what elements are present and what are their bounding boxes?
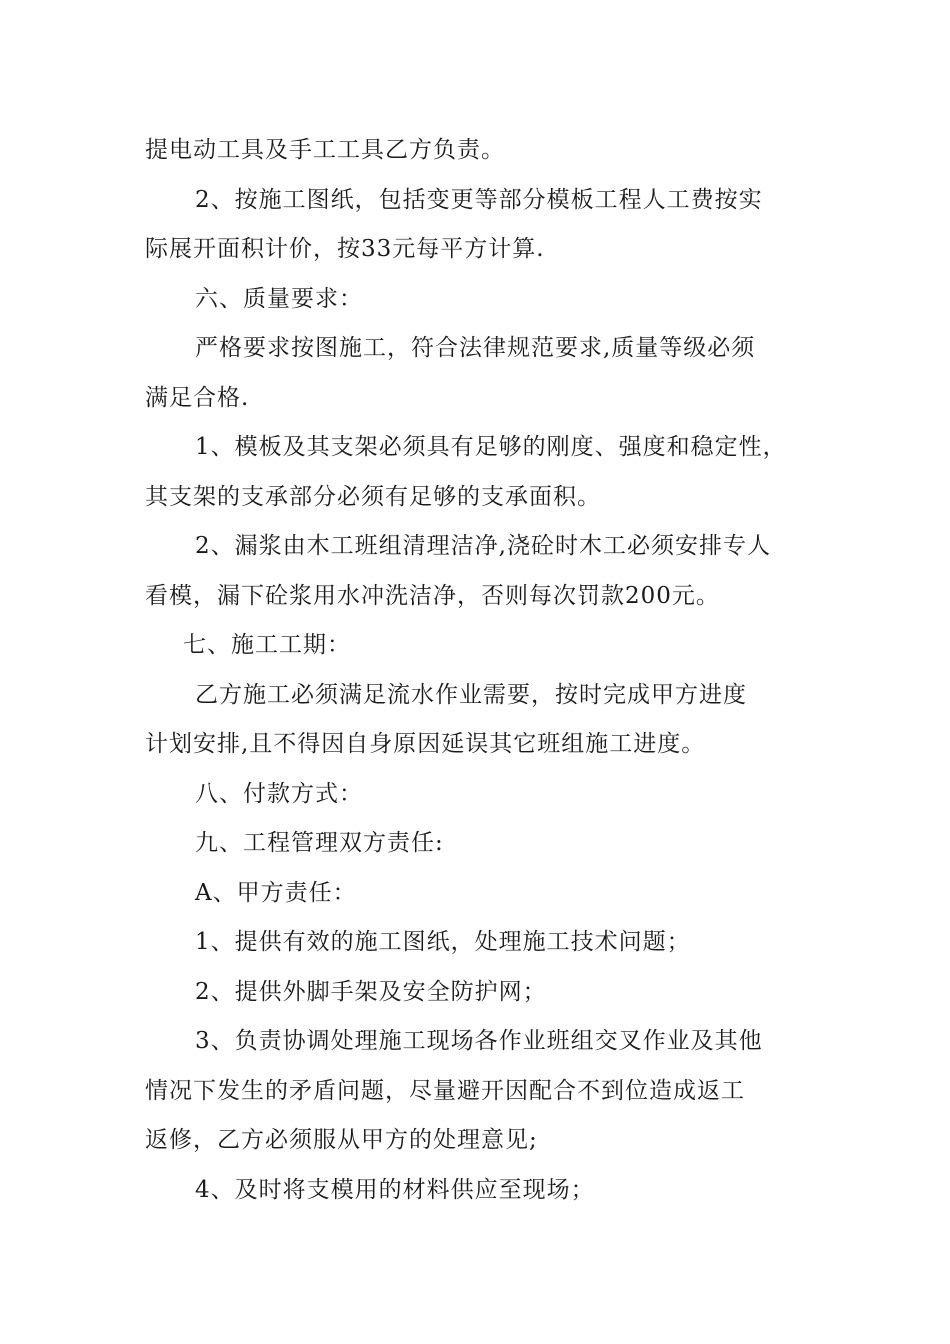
paragraph-line: 情况下发生的矛盾问题，尽量避开因配合不到位造成返工: [145, 1077, 745, 1104]
paragraph-line: 3、负责协调处理施工现场各作业班组交叉作业及其他: [195, 1028, 763, 1054]
paragraph-line: 2、按施工图纸，包括变更等部分模板工程人工费按实: [195, 186, 763, 213]
section-heading: 八、付款方式：: [195, 780, 363, 807]
section-heading: 六、质量要求：: [195, 285, 363, 312]
paragraph-line: 1、提供有效的施工图纸，处理施工技术问题；: [195, 929, 691, 955]
subsection-heading: A、甲方责任：: [195, 879, 357, 906]
paragraph-line: 2、漏浆由木工班组清理洁净,浇砼时木工必须安排专人: [195, 533, 771, 559]
document-body: [145, 126, 813, 1215]
paragraph-line: 2、提供外脚手架及安全防护网；: [195, 978, 547, 1005]
section-heading: 七、施工工期：: [183, 632, 351, 658]
paragraph-line: 计划安排,且不得因自身原因延误其它班组施工进度。: [145, 731, 706, 757]
section-heading: 九、工程管理双方责任:: [195, 830, 444, 856]
paragraph-line: 4、及时将支模用的材料供应至现场；: [195, 1176, 595, 1203]
paragraph-line: 返修，乙方必须服从甲方的处理意见;: [145, 1127, 538, 1153]
paragraph-line: 其支架的支承部分必须有足够的支承面积。: [145, 483, 601, 510]
paragraph-line: 满足合格.: [145, 384, 250, 411]
paragraph-line: 严格要求按图施工，符合法律规范要求,质量等级必须: [195, 335, 756, 361]
paragraph-line: 乙方施工必须满足流水作业需要，按时完成甲方进度: [195, 681, 747, 708]
paragraph-line: 1、模板及其支架必须具有足够的刚度、强度和稳定性，: [195, 434, 787, 460]
paragraph-line: 提电动工具及手工工具乙方负责。: [145, 137, 505, 163]
paragraph-line: 际展开面积计价，按33元每平方计算.: [145, 236, 545, 262]
paragraph-line: 看模，漏下砼浆用水冲洗洁净，否则每次罚款200元。: [145, 582, 720, 609]
